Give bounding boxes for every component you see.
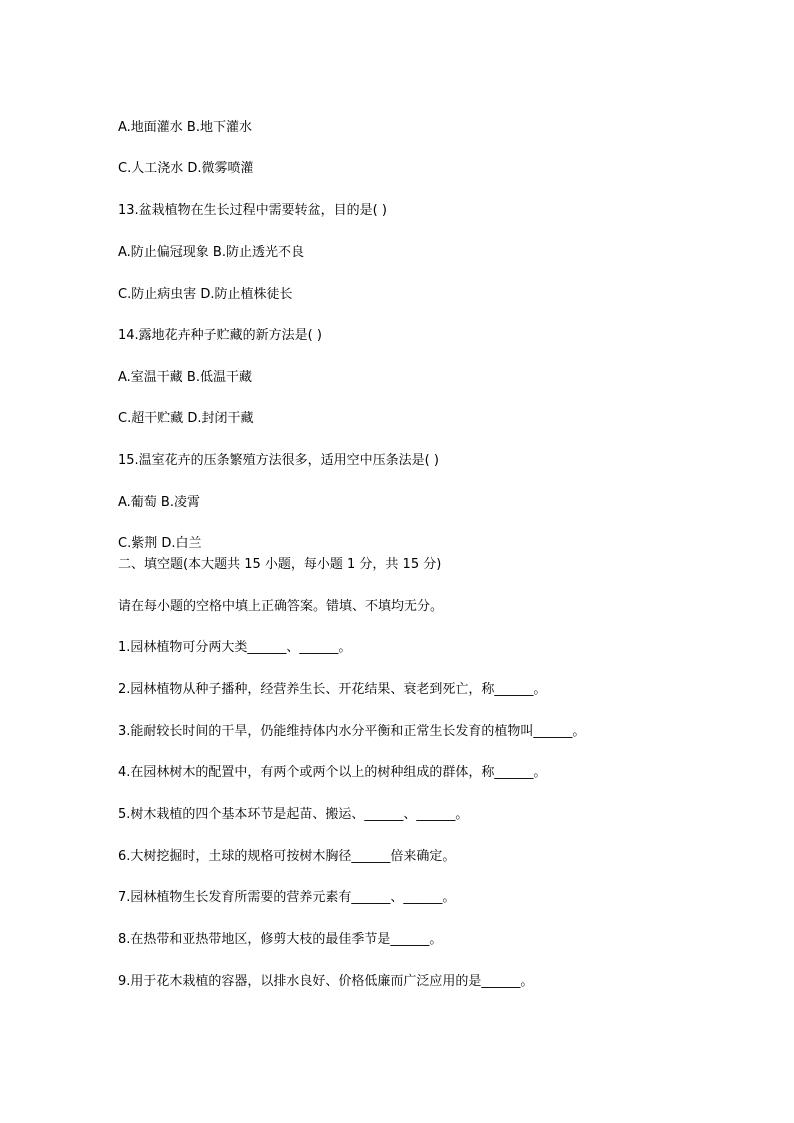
fill-question-8: 8.在热带和亚热带地区，修剪大枝的最佳季节是______。 — [118, 932, 443, 947]
option-line-15cd: C.紫荆 D.白兰 — [118, 536, 202, 551]
option-line-12ab: A.地面灌水 B.地下灌水 — [118, 120, 252, 135]
fill-question-9: 9.用于花木栽植的容器，以排水良好、价格低廉而广泛应用的是______。 — [118, 974, 534, 989]
option-line-14cd: C.超干贮藏 D.封闭干藏 — [118, 411, 254, 426]
option-line-14ab: A.室温干藏 B.低温干藏 — [118, 370, 252, 385]
question-14: 14.露地花卉种子贮藏的新方法是( ) — [118, 328, 322, 343]
question-15: 15.温室花卉的压条繁殖方法很多，适用空中压条法是( ) — [118, 453, 439, 468]
section-instructions: 请在每小题的空格中填上正确答案。错填、不填均无分。 — [118, 599, 444, 614]
question-13: 13.盆栽植物在生长过程中需要转盆，目的是( ) — [118, 203, 387, 218]
fill-question-4: 4.在园林树木的配置中，有两个或两个以上的树种组成的群体，称______。 — [118, 765, 547, 780]
option-line-13ab: A.防止偏冠现象 B.防止透光不良 — [118, 245, 304, 260]
fill-question-3: 3.能耐较长时间的干旱，仍能维持体内水分平衡和正常生长发育的植物叫______。 — [118, 724, 586, 739]
option-line-13cd: C.防止病虫害 D.防止植株徒长 — [118, 287, 293, 302]
option-line-12cd: C.人工浇水 D.微雾喷灌 — [118, 161, 254, 176]
fill-question-5: 5.树木栽植的四个基本环节是起苗、搬运、______、______。 — [118, 807, 469, 822]
fill-question-1: 1.园林植物可分两大类______、______。 — [118, 640, 352, 655]
fill-question-7: 7.园林植物生长发育所需要的营养元素有______、______。 — [118, 890, 456, 905]
fill-question-2: 2.园林植物从种子播种，经营养生长、开花结果、衰老到死亡，称______。 — [118, 682, 547, 697]
option-line-15ab: A.葡萄 B.凌霄 — [118, 495, 200, 510]
fill-question-6: 6.大树挖掘时，土球的规格可按树木胸径______倍来确定。 — [118, 849, 456, 864]
section-heading-fill-in: 二、填空题(本大题共 15 小题，每小题 1 分，共 15 分) — [118, 557, 442, 572]
